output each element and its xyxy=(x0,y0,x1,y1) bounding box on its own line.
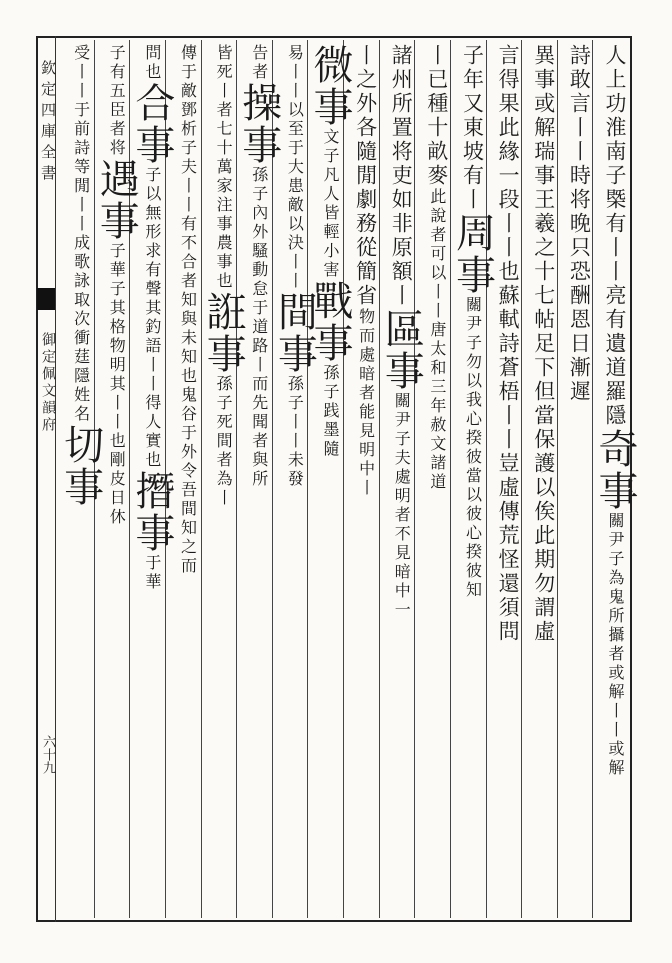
body-text: 子年又東坡有丨 xyxy=(460,44,485,212)
annotation-text: 此說者可以丨丨唐太和三年赦文諸道 xyxy=(427,188,447,492)
text-column xyxy=(235,44,282,914)
annotation-text: 孫子丨丨未發 xyxy=(285,375,305,489)
annotation-text: 詩等閒丨丨成歌詠取次衝莛隱姓名 xyxy=(71,139,91,424)
text-column xyxy=(271,44,318,914)
entry-headword: 戰事 xyxy=(307,280,353,364)
text-column xyxy=(414,44,450,914)
book-title: 欽定四庫全書 xyxy=(39,60,57,186)
body-text: 異事或解瑞事王羲之十七帖足下但當保護以俟此期勿謂虛 xyxy=(531,44,556,644)
annotation-text: 子華子其格物明其丨丨也剛皮日休 xyxy=(107,242,127,527)
entry-headword: 操事 xyxy=(235,82,282,166)
text-column xyxy=(307,44,353,914)
text-column xyxy=(200,44,247,914)
annotation-text: 于華 xyxy=(142,554,162,592)
annotation-text: 關尹子勿以我心揆彼當以彼心揆彼知 xyxy=(463,296,483,600)
annotation-text: 子以無形求有聲其釣語丨丨得人實也 xyxy=(142,166,162,470)
page-number: 六十九 xyxy=(40,735,55,774)
body-text: 言得果此緣一段丨丨也蘇軾詩蒼梧丨丨豈虛傳荒怪還須問 xyxy=(496,44,521,644)
text-column xyxy=(343,44,379,914)
entry-headword: 撍事 xyxy=(128,470,175,554)
annotation-text: 物而處暗者能見明中丨 xyxy=(356,308,376,498)
annotation-text: 而先聞者與所 xyxy=(249,375,269,489)
annotation-text: 問也 xyxy=(142,44,162,82)
entry-headword: 奇事 xyxy=(592,428,638,512)
text-column xyxy=(378,44,425,914)
annotation-text: 受丨丨于前 xyxy=(71,44,91,139)
entry-headword: 間事 xyxy=(271,291,318,375)
text-column xyxy=(449,44,496,914)
text-column xyxy=(557,44,593,914)
text-column xyxy=(486,44,522,914)
entry-headword: 區事 xyxy=(378,308,425,392)
annotation-text: 丨者七十萬家注事農事也 xyxy=(214,82,234,291)
annotation-text: 孫子內外騷動怠于道路丨 xyxy=(249,166,269,375)
body-text: 諸州所置将吏如非原額丨 xyxy=(389,44,414,308)
annotation-text: 關尹子為鬼所攝者或解丨丨或解 xyxy=(606,512,625,778)
text-column xyxy=(592,44,638,914)
annotation-text: 告者 xyxy=(249,44,269,82)
annotation-text: 傳于敵 xyxy=(178,44,198,101)
body-text: 人上功淮南子㮣有丨丨亮有遺道羅隱 xyxy=(603,44,627,428)
annotation-text: 孫子死間者為丨 xyxy=(214,375,234,508)
entry-headword: 遇事 xyxy=(93,158,140,242)
annotation-text: 鄧析子夫丨丨有不合者知與未知也鬼谷 xyxy=(178,101,198,424)
annotation-text: 文子凡人皆輕小害 xyxy=(321,128,340,280)
body-text: 丨之外各隨閒劇務從簡省 xyxy=(353,44,378,308)
annotation-text: 敵以決丨丨 xyxy=(285,196,305,291)
body-text: 丨已種十畝麥 xyxy=(424,44,449,188)
annotation-text: 于外令吾間知之而 xyxy=(178,424,198,576)
body-text: 詩敢言丨丨時将晚只恐酬恩日漸遲 xyxy=(567,44,592,404)
annotation-text: 子有五臣者将 xyxy=(107,44,127,158)
text-column xyxy=(57,44,104,914)
entry-headword: 切事 xyxy=(57,424,104,508)
entry-headword: 誑事 xyxy=(200,291,247,375)
fish-tail-marker xyxy=(37,288,55,310)
section-title: 御定佩文韻府 xyxy=(40,332,56,434)
entry-headword: 合事 xyxy=(128,82,175,166)
annotation-text: 關尹子夫處明者不見暗中一 xyxy=(392,392,412,620)
annotation-text: 易丨丨以至于大患 xyxy=(285,44,305,196)
entry-headword: 微事 xyxy=(307,44,353,128)
entry-headword: 周事 xyxy=(449,212,496,296)
text-column xyxy=(521,44,557,914)
annotation-text: 皆死 xyxy=(214,44,234,82)
annotation-text: 孫子践墨隨 xyxy=(321,364,340,459)
